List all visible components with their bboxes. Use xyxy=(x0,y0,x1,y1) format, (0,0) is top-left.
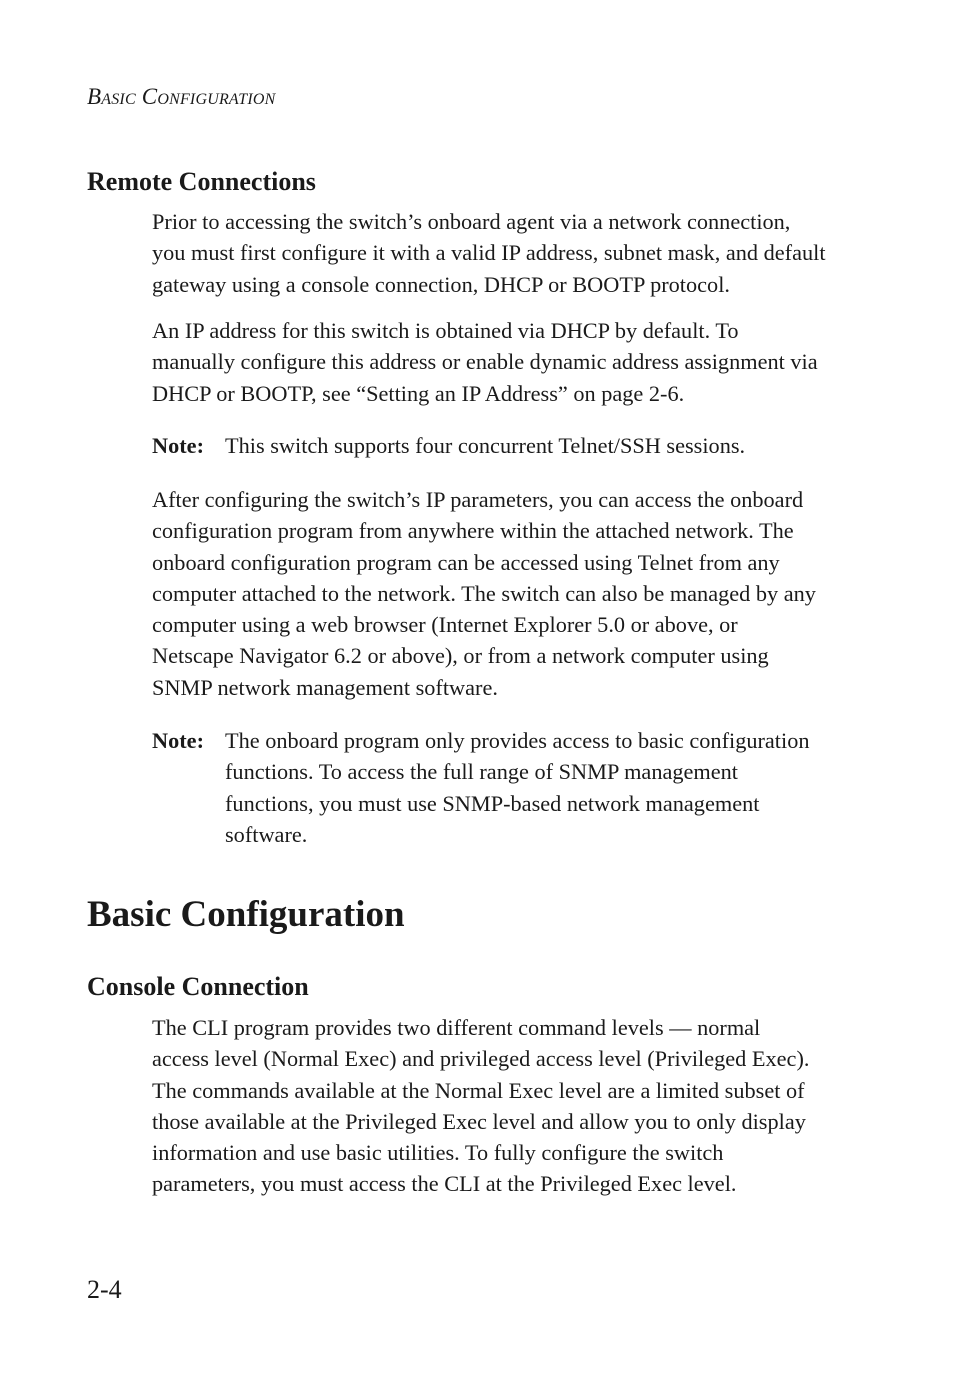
remote-connections-paragraph-2 xyxy=(152,315,852,409)
text-line: The CLI program provides two different command levels — normal xyxy=(152,1015,761,1040)
text-line: Prior to accessing the switch’s onboard agent via a network connection, xyxy=(152,209,791,234)
text-line: manually configure this address or enable dynamic address assignment via xyxy=(152,349,818,375)
text-line: information and use basic utilities. To fully configure the switch xyxy=(152,1140,724,1166)
text-line: computer using a web browser (Internet Explorer 5.0 or above, or xyxy=(152,612,738,638)
text-line: Netscape Navigator 6.2 or above), or from a network computer using xyxy=(152,643,769,669)
text-line: After configuring the switch’s IP parameters, you can access the onboard xyxy=(152,487,804,512)
note-label: Note: xyxy=(152,728,204,753)
text-line: onboard configuration program can be accessed using Telnet from any xyxy=(152,549,780,575)
text-line: parameters, you must access the CLI at the Privileged Exec level. xyxy=(152,1171,737,1197)
text-line: configuration program from anywhere within the attached network. The xyxy=(152,518,794,544)
section-heading-console-connection: Console Connection xyxy=(87,972,309,1001)
text-line: functions. To access the full range of SNMP management xyxy=(225,759,739,785)
note-body xyxy=(225,725,855,850)
note-label: Note: xyxy=(152,433,204,458)
text-line: The onboard program only provides access to basic configuration xyxy=(225,728,810,753)
chapter-heading-basic-configuration: Basic Configuration xyxy=(87,894,405,935)
section-heading-remote-connections: Remote Connections xyxy=(87,167,316,196)
text-line: DHCP or BOOTP, see “Setting an IP Address” on page 2-6. xyxy=(152,380,685,406)
text-line: gateway using a console connection, DHCP or BOOTP protocol. xyxy=(152,271,730,297)
remote-connections-paragraph-1 xyxy=(152,206,852,300)
remote-connections-paragraph-3 xyxy=(152,484,852,703)
text-line: An IP address for this switch is obtained via DHCP by default. To xyxy=(152,318,739,343)
text-line: computer attached to the network. The switch can also be managed by any xyxy=(152,580,816,606)
running-header: Basic Configuration xyxy=(87,84,276,109)
note-body xyxy=(225,430,855,461)
text-line: functions, you must use SNMP-based network management xyxy=(225,790,760,816)
text-line: those available at the Privileged Exec level and allow you to only display xyxy=(152,1108,806,1134)
page-number: 2-4 xyxy=(87,1275,122,1304)
text-line: you must first configure it with a valid IP address, subnet mask, and default xyxy=(152,240,826,266)
text-line: access level (Normal Exec) and privileged access level (Privileged Exec). xyxy=(152,1046,810,1072)
text-line: SNMP network management software. xyxy=(152,674,498,700)
text-line: The commands available at the Normal Exec level are a limited subset of xyxy=(152,1077,805,1103)
console-connection-paragraph-1 xyxy=(152,1012,852,1200)
text-line: software. xyxy=(225,821,308,847)
text-line: This switch supports four concurrent Telnet/SSH sessions. xyxy=(225,433,746,458)
